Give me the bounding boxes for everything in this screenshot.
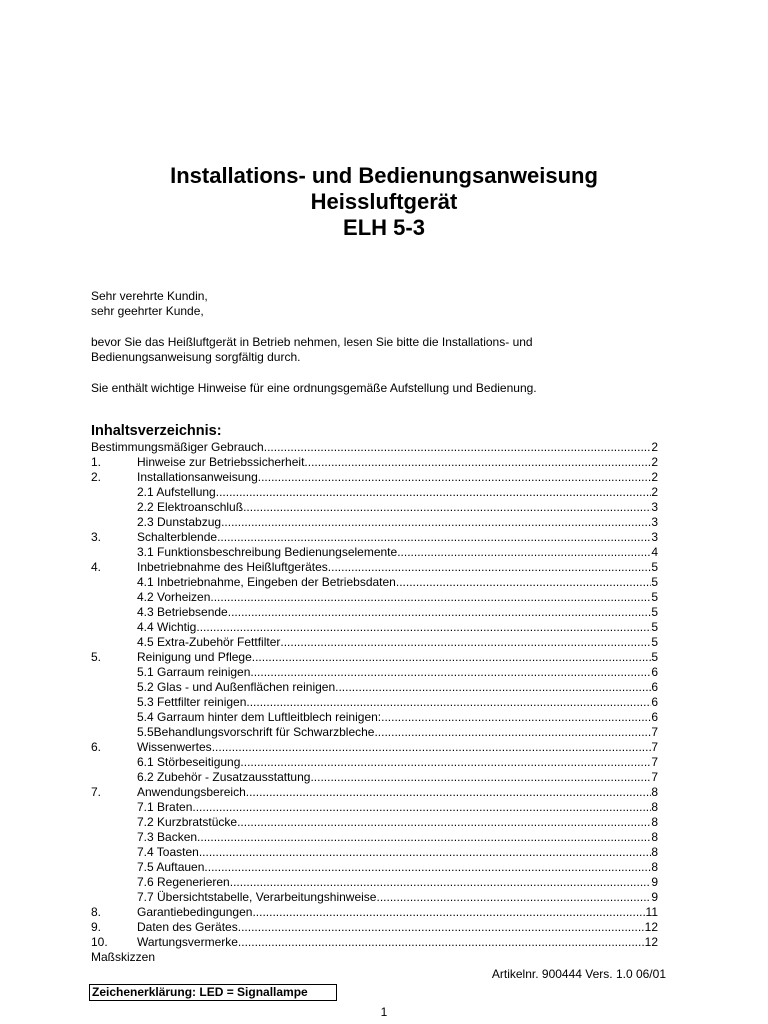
toc-entry: [91, 590, 658, 605]
toc-entry: [91, 950, 658, 965]
toc-entry: [91, 830, 658, 845]
toc-entry-page: 8: [651, 860, 658, 874]
toc-entry: [91, 785, 658, 800]
intro-paragraph-2: Sie enthält wichtige Hinweise für eine ordnungsgemäße Aufstellung und Bedienung.: [91, 381, 537, 395]
toc-entry-page: 11: [645, 905, 658, 919]
toc-leader-dots: [252, 650, 652, 665]
intro-paragraph-1-line-1: bevor Sie das Heißluftgerät in Betrieb nehmen, lesen Sie bitte die Installations- und: [91, 335, 533, 349]
toc-leader-dots: [374, 725, 651, 740]
toc-entry-page: 8: [651, 830, 658, 844]
toc-entry-label: 5.2 Glas - und Außenflächen reinigen: [137, 680, 336, 694]
toc-entry-page: 5: [651, 560, 658, 574]
toc-entry-page: 8: [651, 800, 658, 814]
toc-leader-dots: [252, 905, 645, 920]
toc-entry-page: 5: [651, 605, 658, 619]
toc-entry-label: 4.4 Wichtig: [137, 620, 197, 634]
toc-entry-page: 8: [651, 785, 658, 799]
toc-leader-dots: [304, 455, 651, 470]
toc-entry-page: 4: [651, 545, 658, 559]
toc-leader-dots: [310, 770, 651, 785]
toc-entry-page: 12: [644, 935, 658, 949]
toc-entry-page: 3: [651, 500, 658, 514]
toc-entry-label: 5.1 Garraum reinigen: [137, 665, 251, 679]
toc-entry-label: Daten des Gerätes: [137, 920, 238, 934]
toc-entry: [91, 725, 658, 740]
toc-leader-dots: [243, 500, 651, 515]
toc-entry: [91, 635, 658, 650]
toc-leader-dots: [328, 560, 652, 575]
toc-entry: [91, 860, 658, 875]
toc-entry-label: Wissenwertes: [137, 740, 212, 754]
toc-entry-label: 2.2 Elektroanschluß: [137, 500, 244, 514]
toc-entry-label: 5.3 Fettfilter reinigen: [137, 695, 247, 709]
toc-entry: [91, 665, 658, 680]
toc-entry-label: 7.5 Auftauen: [137, 860, 205, 874]
toc-entry-page: 7: [651, 740, 658, 754]
toc-entry: [91, 755, 658, 770]
toc-leader-dots: [212, 740, 652, 755]
toc-leader-dots: [204, 860, 651, 875]
toc-entry-number: 4.: [91, 560, 102, 574]
toc-entry-page: 5: [651, 590, 658, 604]
toc-entry-page: 8: [651, 845, 658, 859]
page-number: 1: [380, 1005, 388, 1019]
toc-entry-page: 12: [644, 920, 658, 934]
toc-leader-dots: [258, 470, 652, 485]
toc-heading: Inhaltsverzeichnis:: [91, 423, 222, 439]
toc-entry-label: 2.3 Dunstabzug: [137, 515, 222, 529]
toc-entry: [91, 575, 658, 590]
toc-entry-label: 7.3 Backen: [137, 830, 198, 844]
toc-entry: [91, 650, 658, 665]
toc-entry-label: Wartungsvermerke: [137, 935, 238, 949]
toc-leader-dots: [217, 530, 651, 545]
toc-entry: [91, 905, 658, 920]
toc-entry-page: 3: [651, 515, 658, 529]
document-title: [0, 163, 768, 241]
toc-entry-page: 2: [651, 470, 658, 484]
toc-entry: [91, 845, 658, 860]
toc-entry-label: 6.1 Störbeseitigung: [137, 755, 241, 769]
toc-entry: [91, 815, 658, 830]
toc-leader-dots: [199, 845, 651, 860]
toc-entry-page: 7: [651, 770, 658, 784]
toc-entry-page: 5: [651, 575, 658, 589]
toc-entry-page: 5: [651, 620, 658, 634]
toc-entry-label: Bestimmungsmäßiger Gebrauch: [91, 440, 264, 454]
toc-entry-number: 8.: [91, 905, 102, 919]
toc-leader-dots: [237, 815, 651, 830]
toc-leader-dots: [238, 920, 645, 935]
toc-leader-dots: [238, 935, 645, 950]
toc-entry-label: Reinigung und Pflege: [137, 650, 252, 664]
toc-entry-number: 3.: [91, 530, 102, 544]
toc-entry-label: Installationsanweisung: [137, 470, 258, 484]
toc-entry-number: 1.: [91, 455, 102, 469]
toc-entry-label: 7.7 Übersichtstabelle, Verarbeitungshinweise: [137, 890, 377, 904]
toc-entry-label: Schalterblende: [137, 530, 218, 544]
salutation-1: Sehr verehrte Kundin,: [91, 289, 208, 303]
toc-entry-label: Inbetriebnahme des Heißluftgerätes: [137, 560, 328, 574]
toc-leader-dots: [376, 890, 651, 905]
toc-entry-number: 10.: [91, 935, 108, 949]
toc-entry-label: 5.4 Garraum hinter dem Luftleitblech reinigen:: [137, 710, 382, 724]
title-line-1: Installations- und Bedienungsanweisung: [170, 163, 598, 188]
toc-entry: [91, 620, 658, 635]
toc-entry: [91, 470, 658, 485]
toc-leader-dots: [240, 755, 651, 770]
toc-entry-label: 4.5 Extra-Zubehör Fettfilter: [137, 635, 281, 649]
toc-entry: [91, 500, 658, 515]
toc-entry-number: 9.: [91, 920, 102, 934]
toc-entry: [91, 560, 658, 575]
toc-leader-dots: [246, 785, 652, 800]
toc-entry: [91, 440, 658, 455]
toc-leader-dots: [396, 575, 651, 590]
toc-entry-label: 2.1 Aufstellung: [137, 485, 216, 499]
toc-entry: [91, 935, 658, 950]
toc-entry-page: 6: [651, 680, 658, 694]
toc-entry-label: 7.1 Braten: [137, 800, 193, 814]
toc-entry-page: 7: [651, 755, 658, 769]
toc-leader-dots: [381, 710, 651, 725]
toc-entry: [91, 710, 658, 725]
toc-entry-page: 2: [651, 440, 658, 454]
toc-entry-number: 6.: [91, 740, 102, 754]
title-line-2: Heissluftgerät: [310, 189, 458, 214]
toc-entry: [91, 890, 658, 905]
toc-entry-page: 5: [651, 650, 658, 664]
toc-entry-label: 3.1 Funktionsbeschreibung Bedienungselemente: [137, 545, 398, 559]
toc-entry-label: Maßskizzen: [91, 950, 156, 964]
toc-entry-label: 7.6 Regenerieren: [137, 875, 230, 889]
toc-entry: [91, 695, 658, 710]
toc-entry-page: 8: [651, 815, 658, 829]
toc-entry: [91, 485, 658, 500]
toc-entry: [91, 920, 658, 935]
toc-entry-number: 7.: [91, 785, 102, 799]
toc-leader-dots: [397, 545, 651, 560]
toc-leader-dots: [280, 635, 651, 650]
article-number: Artikelnr. 900444 Vers. 1.0 06/01: [491, 967, 666, 981]
toc-leader-dots: [264, 440, 652, 455]
toc-leader-dots: [210, 590, 651, 605]
intro-text: [91, 289, 691, 396]
table-of-contents: [91, 440, 658, 965]
toc-entry-number: 2.: [91, 470, 102, 484]
toc-entry-label: 5.5Behandlungsvorschrift für Schwarzbleche: [137, 725, 375, 739]
toc-entry: [91, 875, 658, 890]
toc-entry-label: Hinweise zur Betriebssicherheit: [137, 455, 305, 469]
toc-entry: [91, 530, 658, 545]
toc-entry-label: 7.4 Toasten: [137, 845, 199, 859]
toc-leader-dots: [221, 515, 651, 530]
toc-entry: [91, 770, 658, 785]
toc-leader-dots: [196, 620, 651, 635]
toc-entry: [91, 740, 658, 755]
toc-entry-label: 7.2 Kurzbratstücke: [137, 815, 238, 829]
toc-entry: [91, 800, 658, 815]
toc-entry-page: 6: [651, 710, 658, 724]
toc-entry-page: 3: [651, 530, 658, 544]
toc-leader-dots: [192, 800, 651, 815]
toc-leader-dots: [246, 695, 651, 710]
intro-paragraph-1-line-2: Bedienungsanweisung sorgfältig durch.: [91, 350, 301, 364]
toc-entry-label: 4.3 Betriebsende: [137, 605, 228, 619]
toc-entry-label: Anwendungsbereich: [137, 785, 246, 799]
toc-entry-label: 6.2 Zubehör - Zusatzausstattung: [137, 770, 311, 784]
toc-entry: [91, 455, 658, 470]
salutation-2: sehr geehrter Kunde,: [91, 304, 204, 318]
toc-entry-page: 2: [651, 455, 658, 469]
toc-entry-page: 9: [651, 890, 658, 904]
toc-entry-page: 6: [651, 665, 658, 679]
toc-entry-label: Garantiebedingungen: [137, 905, 253, 919]
toc-leader-dots: [250, 665, 651, 680]
toc-leader-dots: [230, 875, 652, 890]
toc-leader-dots: [335, 680, 651, 695]
toc-leader-dots: [216, 485, 652, 500]
legend-box: Zeichenerklärung: LED = Signallampe: [89, 984, 337, 1001]
toc-entry-page: 5: [651, 635, 658, 649]
toc-entry-page: 7: [651, 725, 658, 739]
toc-entry: [91, 680, 658, 695]
toc-entry-number: 5.: [91, 650, 102, 664]
toc-entry: [91, 545, 658, 560]
toc-entry: [91, 605, 658, 620]
toc-entry: [91, 515, 658, 530]
toc-leader-dots: [197, 830, 651, 845]
toc-entry-label: 4.2 Vorheizen: [137, 590, 211, 604]
title-line-3: ELH 5-3: [343, 215, 425, 240]
toc-leader-dots: [228, 605, 652, 620]
toc-entry-label: 4.1 Inbetriebnahme, Eingeben der Betriebsdaten: [137, 575, 396, 589]
toc-entry-page: 9: [651, 875, 658, 889]
toc-entry-page: 2: [651, 485, 658, 499]
toc-entry-page: 6: [651, 695, 658, 709]
